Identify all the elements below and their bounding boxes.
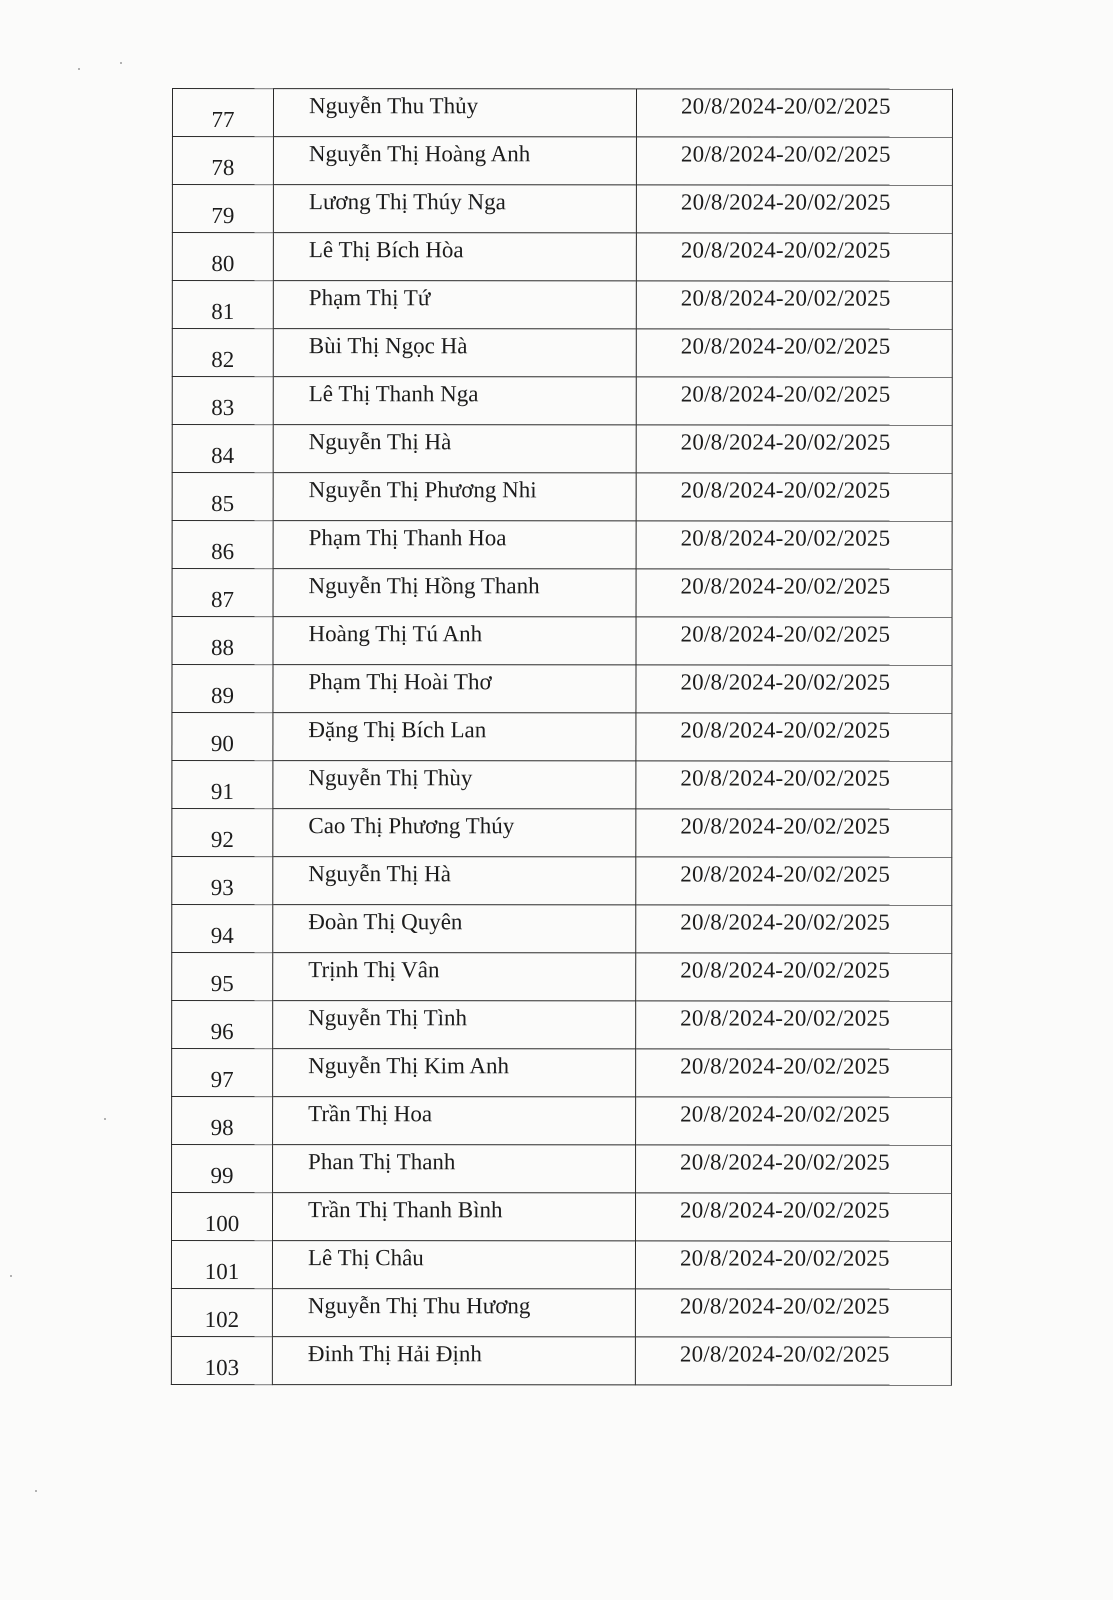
- period-cell: 20/8/2024-20/02/2025: [636, 185, 952, 233]
- scan-speck: [104, 1118, 106, 1120]
- row-number-cell: 93: [172, 857, 273, 905]
- period-cell: 20/8/2024-20/02/2025: [636, 569, 952, 617]
- table-row: [172, 713, 952, 762]
- staff-list-table: [171, 88, 953, 1386]
- period-cell: 20/8/2024-20/02/2025: [636, 857, 952, 905]
- person-name-cell: Hoàng Thị Tú Anh: [273, 617, 636, 665]
- table-row: [171, 1193, 951, 1242]
- table-row: [172, 137, 952, 186]
- person-name-cell: Trần Thị Thanh Bình: [272, 1193, 635, 1241]
- period-cell: 20/8/2024-20/02/2025: [635, 1337, 951, 1385]
- table-row: [172, 953, 952, 1002]
- row-number-cell: 87: [172, 569, 273, 617]
- table-row: [172, 857, 952, 906]
- scan-speck: [78, 68, 80, 70]
- person-name-cell: Phạm Thị Tứ: [273, 281, 636, 329]
- table-row: [171, 1337, 951, 1386]
- row-number-cell: 89: [172, 665, 273, 713]
- period-cell: 20/8/2024-20/02/2025: [636, 1049, 952, 1097]
- scan-speck: [120, 62, 122, 64]
- person-name-cell: Phạm Thị Thanh Hoa: [273, 521, 636, 569]
- table-row: [172, 89, 952, 138]
- table-row: [172, 281, 952, 330]
- period-cell: 20/8/2024-20/02/2025: [636, 425, 952, 473]
- period-cell: 20/8/2024-20/02/2025: [636, 809, 952, 857]
- period-cell: 20/8/2024-20/02/2025: [636, 473, 952, 521]
- table-row: [172, 521, 952, 570]
- row-number-cell: 83: [172, 377, 273, 425]
- row-number-cell: 97: [172, 1049, 273, 1097]
- period-cell: 20/8/2024-20/02/2025: [636, 137, 952, 185]
- person-name-cell: Nguyễn Thị Hoàng Anh: [273, 137, 636, 185]
- table-row: [172, 569, 952, 618]
- table-row: [172, 185, 952, 234]
- row-number-cell: 103: [171, 1337, 272, 1385]
- person-name-cell: Lê Thị Thanh Nga: [273, 377, 636, 425]
- person-name-cell: Đặng Thị Bích Lan: [273, 713, 636, 761]
- person-name-cell: Bùi Thị Ngọc Hà: [273, 329, 636, 377]
- person-name-cell: Nguyễn Thu Thủy: [273, 89, 636, 137]
- period-cell: 20/8/2024-20/02/2025: [635, 1241, 951, 1289]
- row-number-cell: 88: [172, 617, 273, 665]
- row-number-cell: 102: [171, 1289, 272, 1337]
- row-number-cell: 101: [171, 1241, 272, 1289]
- row-number-cell: 99: [172, 1145, 273, 1193]
- table-row: [172, 1001, 952, 1050]
- person-name-cell: Nguyễn Thị Thùy: [273, 761, 636, 809]
- period-cell: 20/8/2024-20/02/2025: [635, 1289, 951, 1337]
- person-name-cell: Lương Thị Thúy Nga: [273, 185, 636, 233]
- person-name-cell: Lê Thị Châu: [272, 1241, 635, 1289]
- row-number-cell: 100: [171, 1193, 272, 1241]
- period-cell: 20/8/2024-20/02/2025: [636, 953, 952, 1001]
- person-name-cell: Nguyễn Thị Hà: [273, 857, 636, 905]
- period-cell: 20/8/2024-20/02/2025: [636, 377, 952, 425]
- table-row: [172, 809, 952, 858]
- table-row: [172, 905, 952, 954]
- table-row: [172, 425, 952, 474]
- period-cell: 20/8/2024-20/02/2025: [636, 521, 952, 569]
- row-number-cell: 91: [172, 761, 273, 809]
- row-number-cell: 95: [172, 953, 273, 1001]
- person-name-cell: Phan Thị Thanh: [273, 1145, 636, 1193]
- row-number-cell: 78: [172, 137, 273, 185]
- row-number-cell: 94: [172, 905, 273, 953]
- person-name-cell: Nguyễn Thị Tình: [273, 1001, 636, 1049]
- row-number-cell: 96: [172, 1001, 273, 1049]
- table-row: [172, 329, 952, 378]
- period-cell: 20/8/2024-20/02/2025: [635, 1193, 951, 1241]
- table-row: [172, 377, 952, 426]
- row-number-cell: 77: [172, 89, 273, 137]
- table-body: [171, 89, 952, 1386]
- period-cell: 20/8/2024-20/02/2025: [636, 329, 952, 377]
- row-number-cell: 92: [172, 809, 273, 857]
- person-name-cell: Đinh Thị Hải Định: [272, 1337, 635, 1385]
- row-number-cell: 90: [172, 713, 273, 761]
- table-row: [172, 761, 952, 810]
- table-row: [172, 617, 952, 666]
- person-name-cell: Đoàn Thị Quyên: [273, 905, 636, 953]
- row-number-cell: 85: [172, 473, 273, 521]
- table-row: [172, 233, 952, 282]
- table-row: [172, 473, 952, 522]
- person-name-cell: Nguyễn Thị Phương Nhi: [273, 473, 636, 521]
- row-number-cell: 86: [172, 521, 273, 569]
- row-number-cell: 82: [172, 329, 273, 377]
- period-cell: 20/8/2024-20/02/2025: [636, 281, 952, 329]
- person-name-cell: Nguyễn Thị Hồng Thanh: [273, 569, 636, 617]
- person-name-cell: Cao Thị Phương Thúy: [273, 809, 636, 857]
- period-cell: 20/8/2024-20/02/2025: [636, 665, 952, 713]
- period-cell: 20/8/2024-20/02/2025: [636, 761, 952, 809]
- person-name-cell: Lê Thị Bích Hòa: [273, 233, 636, 281]
- period-cell: 20/8/2024-20/02/2025: [636, 1097, 952, 1145]
- document-table-container: [171, 88, 952, 1386]
- scan-speck: [10, 1275, 12, 1277]
- table-row: [172, 1145, 952, 1194]
- person-name-cell: Trịnh Thị Vân: [273, 953, 636, 1001]
- row-number-cell: 79: [172, 185, 273, 233]
- period-cell: 20/8/2024-20/02/2025: [636, 89, 952, 137]
- table-row: [171, 1289, 951, 1338]
- person-name-cell: Phạm Thị Hoài Thơ: [273, 665, 636, 713]
- period-cell: 20/8/2024-20/02/2025: [636, 713, 952, 761]
- scan-speck: [35, 1490, 37, 1492]
- period-cell: 20/8/2024-20/02/2025: [636, 905, 952, 953]
- row-number-cell: 81: [172, 281, 273, 329]
- person-name-cell: Nguyễn Thị Hà: [273, 425, 636, 473]
- period-cell: 20/8/2024-20/02/2025: [636, 1145, 952, 1193]
- row-number-cell: 80: [172, 233, 273, 281]
- table-row: [171, 1241, 951, 1290]
- row-number-cell: 98: [172, 1097, 273, 1145]
- person-name-cell: Nguyễn Thị Thu Hương: [272, 1289, 635, 1337]
- period-cell: 20/8/2024-20/02/2025: [636, 233, 952, 281]
- period-cell: 20/8/2024-20/02/2025: [636, 1001, 952, 1049]
- person-name-cell: Nguyễn Thị Kim Anh: [273, 1049, 636, 1097]
- period-cell: 20/8/2024-20/02/2025: [636, 617, 952, 665]
- table-row: [172, 1049, 952, 1098]
- person-name-cell: Trần Thị Hoa: [273, 1097, 636, 1145]
- table-row: [172, 1097, 952, 1146]
- row-number-cell: 84: [172, 425, 273, 473]
- table-row: [172, 665, 952, 714]
